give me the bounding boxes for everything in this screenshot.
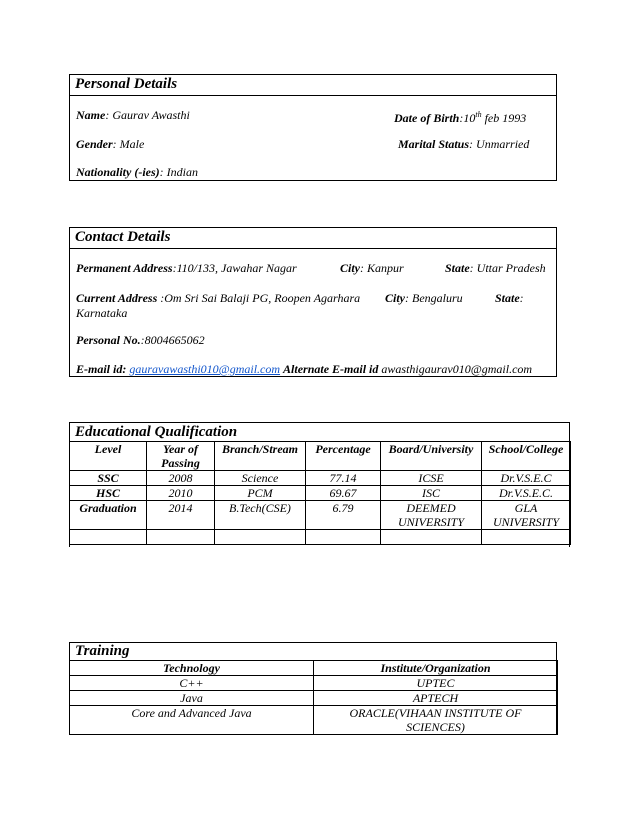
training-section [69,642,557,735]
email-label: E-mail id: [76,362,127,376]
personal-number-row: Personal No.:8004665062 [76,333,205,347]
education-cell: Science [215,471,306,486]
marital-label: Marital Status [398,137,470,151]
email-link[interactable]: gauravawasthi010@gmail.com [129,362,281,376]
education-cell [306,530,381,545]
permanent-city-value: Kanpur [367,261,404,275]
education-cell: 2014 [147,501,215,530]
training-col-header: Technology [70,661,314,676]
education-cell: GLA UNIVERSITY [482,501,571,530]
contact-details-section [69,227,557,377]
current-address-value: Om Sri Sai Balaji PG, Roopen Agarhara [164,291,361,305]
table-row [70,486,571,501]
email-row [76,362,532,376]
education-cell: DEEMED UNIVERSITY [381,501,482,530]
permanent-city-row: City: Kanpur [340,261,404,275]
dob-suffix: th [475,110,482,119]
training-cell: ORACLE(VIHAAN INSTITUTE OF SCIENCES) [314,706,558,735]
education-cell: PCM [215,486,306,501]
education-table [69,441,571,545]
nationality-value: Indian [166,165,198,179]
education-col-header: Board/University [381,442,482,471]
personal-number-value: 8004665062 [144,333,205,347]
training-cell: C++ [70,676,314,691]
current-address-label: Current Address [76,291,161,305]
permanent-state-label: State [445,261,470,275]
personal-details-section [69,74,557,181]
nationality-label: Nationality (-ies) [76,165,160,179]
personal-number-label: Personal No. [76,333,141,347]
table-row [70,706,558,735]
table-row [70,530,571,545]
education-col-header: Branch/Stream [215,442,306,471]
education-cell: 69.67 [306,486,381,501]
permanent-address-value: 110/133, Jawahar Nagar [176,261,297,275]
marital-value: Unmarried [476,137,530,151]
permanent-address-label: Permanent Address [76,261,173,275]
education-cell: HSC [70,486,147,501]
gender-row: Gender: Male [76,137,145,151]
education-cell: 6.79 [306,501,381,530]
training-cell: UPTEC [314,676,558,691]
permanent-city-label: City [340,261,360,275]
current-state-label: State [495,291,520,305]
table-row [70,691,558,706]
training-heading: Training [75,643,130,659]
education-heading: Educational Qualification [70,423,569,442]
education-col-header: School/College [482,442,571,471]
education-col-header: Level [70,442,147,471]
gender-value: Male [119,137,145,151]
training-table [69,660,558,735]
education-section [69,422,570,547]
name-label: Name [76,108,106,122]
permanent-address-row: Permanent Address:110/133, Jawahar Nagar [76,261,297,275]
training-cell: Java [70,691,314,706]
training-header-row [70,661,558,676]
education-header-row [70,442,571,471]
education-cell: 77.14 [306,471,381,486]
marital-row: Marital Status: Unmarried [398,137,530,151]
education-cell: SSC [70,471,147,486]
education-cell [147,530,215,545]
nationality-row: Nationality (-ies): Indian [76,165,198,179]
table-row [70,676,558,691]
personal-details-heading: Personal Details [70,75,556,96]
current-city-label: City [385,291,405,305]
permanent-state-value: Uttar Pradesh [476,261,546,275]
dob-day: 10 [463,111,476,125]
gender-label: Gender [76,137,113,151]
education-cell: ICSE [381,471,482,486]
dob-row: Date of Birth:10th feb 1993 [394,110,527,125]
dob-rest: feb 1993 [484,111,527,125]
alternate-email-value: awasthigaurav010@gmail.com [381,362,533,376]
education-col-header: Year of Passing [147,442,215,471]
training-col-header: Institute/Organization [314,661,558,676]
training-cell: APTECH [314,691,558,706]
current-state-label-row: State: [495,291,524,305]
education-cell: ISC [381,486,482,501]
contact-details-heading: Contact Details [70,228,556,249]
name-value: Gaurav Awasthi [112,108,190,122]
education-cell: Dr.V.S.E.C [482,471,571,486]
table-row [70,471,571,486]
education-cell: Dr.V.S.E.C. [482,486,571,501]
education-cell [70,530,147,545]
name-row: Name: Gaurav Awasthi [76,108,190,122]
training-cell: Core and Advanced Java [70,706,314,735]
education-cell [381,530,482,545]
current-state-value: Karnataka [76,306,128,320]
dob-label: Date of Birth [394,111,460,125]
education-cell [482,530,571,545]
education-cell: 2008 [147,471,215,486]
education-col-header: Percentage [306,442,381,471]
education-cell [215,530,306,545]
permanent-state-row: State: Uttar Pradesh [445,261,546,275]
education-cell: B.Tech(CSE) [215,501,306,530]
current-city-value: Bengaluru [412,291,463,305]
current-address-row: Current Address :Om Sri Sai Balaji PG, Roopen Agarhara [76,291,361,305]
table-row [70,501,571,530]
education-cell: 2010 [147,486,215,501]
alternate-email-label: Alternate E-mail id [283,362,379,376]
education-cell: Graduation [70,501,147,530]
current-city-row: City: Bengaluru [385,291,463,305]
